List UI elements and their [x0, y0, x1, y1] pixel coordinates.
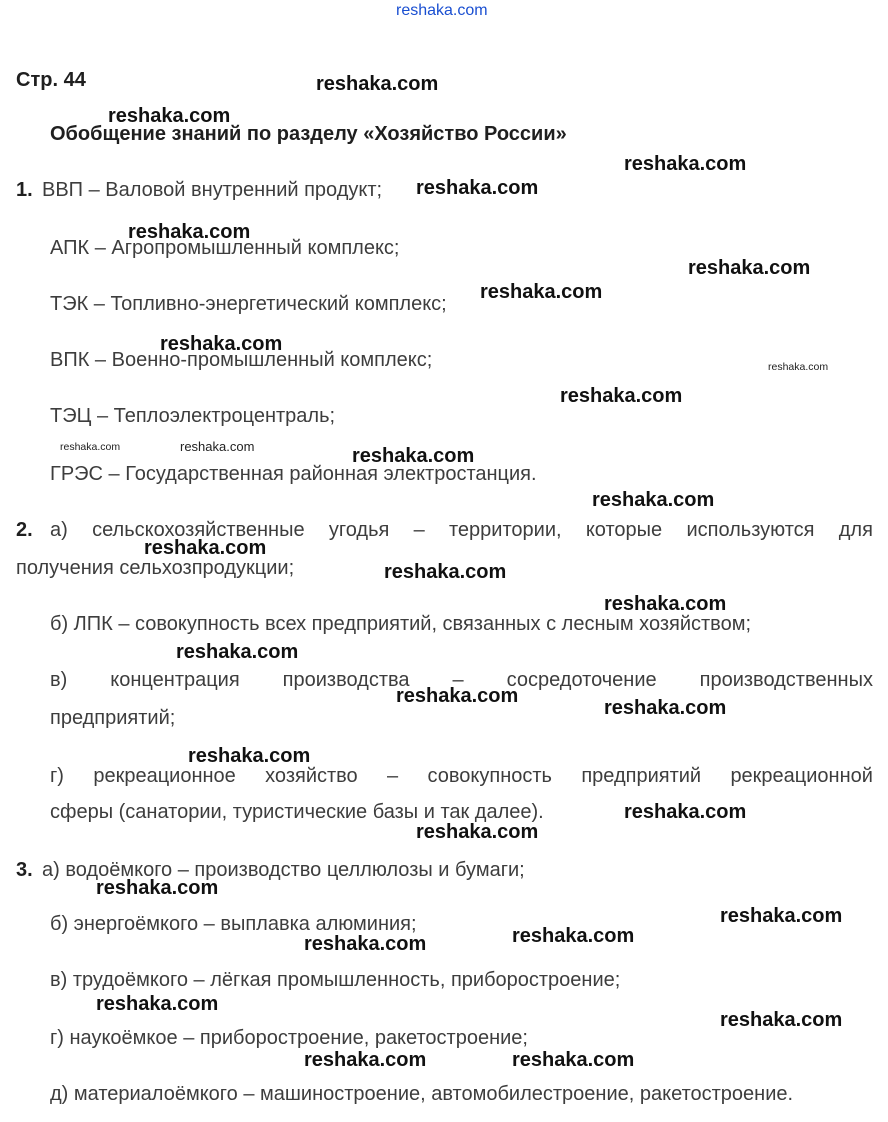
- watermark: reshaka.com: [768, 361, 829, 373]
- task-3-item: в) трудоёмкого – лёгкая промышленность, приборостроение;: [50, 969, 621, 991]
- watermark: reshaka.com: [512, 1049, 635, 1071]
- watermark: reshaka.com: [108, 105, 231, 127]
- watermark: reshaka.com: [416, 821, 539, 843]
- task-2-item-g-line2: сферы (санатории, туристические базы и так далее).: [50, 801, 544, 823]
- page-number: Стр. 44: [16, 69, 86, 91]
- watermark: reshaka.com: [560, 385, 683, 407]
- site-watermark-link[interactable]: reshaka.com: [396, 2, 488, 19]
- task-1-item: ВПК – Военно-промышленный комплекс;: [50, 349, 433, 371]
- task-1-number: 1.: [16, 179, 33, 201]
- word: производственных: [699, 669, 873, 691]
- word: –: [452, 669, 464, 691]
- word: г): [50, 765, 64, 787]
- watermark: reshaka.com: [624, 801, 747, 823]
- watermark: reshaka.com: [480, 281, 603, 303]
- watermark: reshaka.com: [592, 489, 715, 511]
- task-2-item-b: б) ЛПК – совокупность всех предприятий, связанных с лесным хозяйством;: [50, 613, 752, 635]
- word: хозяйство: [265, 765, 358, 787]
- task-2-number: 2.: [16, 519, 33, 541]
- word: территории,: [449, 519, 562, 541]
- task-1-item: ТЭЦ – Теплоэлектроцентраль;: [50, 405, 336, 427]
- watermark: reshaka.com: [304, 1049, 427, 1071]
- watermark: reshaka.com: [688, 257, 811, 279]
- watermark: reshaka.com: [188, 745, 311, 767]
- watermark: reshaka.com: [160, 333, 283, 355]
- watermark: reshaka.com: [304, 933, 427, 955]
- word: предприятий: [581, 765, 702, 787]
- word: рекреационной: [730, 765, 873, 787]
- word: угодья: [328, 519, 390, 541]
- word: –: [387, 765, 399, 787]
- word: совокупность: [427, 765, 552, 787]
- task-3-item: д) материалоёмкого – машиностроение, автомобилестроение, ракетостроение.: [50, 1083, 794, 1105]
- task-3-item: г) наукоёмкое – приборостроение, ракетостроение;: [50, 1027, 528, 1049]
- watermark: reshaka.com: [352, 445, 475, 467]
- task-2-item-a-line2: получения сельхозпродукции;: [16, 557, 295, 579]
- watermark: reshaka.com: [144, 537, 267, 559]
- task-3-number: 3.: [16, 859, 33, 881]
- watermark: reshaka.com: [720, 905, 843, 927]
- task-2-item-v-line2: предприятий;: [50, 707, 176, 729]
- word: производства: [282, 669, 410, 691]
- watermark: reshaka.com: [624, 153, 747, 175]
- word: сосредоточение: [506, 669, 657, 691]
- watermark: reshaka.com: [128, 221, 251, 243]
- word: рекреационное: [93, 765, 236, 787]
- watermark: reshaka.com: [96, 877, 219, 899]
- task-1-item: ВВП – Валовой внутренний продукт;: [42, 179, 383, 201]
- watermark: reshaka.com: [512, 925, 635, 947]
- word: концентрация: [110, 669, 240, 691]
- watermark: reshaka.com: [720, 1009, 843, 1031]
- task-2-item-g-line1: [50, 764, 873, 788]
- watermark: reshaka.com: [180, 439, 255, 454]
- word: –: [413, 519, 425, 541]
- word: для: [838, 519, 873, 541]
- word: а): [50, 519, 68, 541]
- word: в): [50, 669, 68, 691]
- watermark: reshaka.com: [316, 73, 439, 95]
- word: используются: [686, 519, 815, 541]
- section-title: Обобщение знаний по разделу «Хозяйство России»: [50, 123, 567, 145]
- watermark: reshaka.com: [384, 561, 507, 583]
- watermark: reshaka.com: [604, 697, 727, 719]
- watermark: reshaka.com: [96, 993, 219, 1015]
- task-3-item: б) энергоёмкого – выплавка алюминия;: [50, 913, 417, 935]
- task-1-item: ГРЭС – Государственная районная электростанция.: [50, 463, 537, 485]
- word: сельскохозяйственные: [92, 519, 305, 541]
- task-1-item: ТЭК – Топливно-энергетический комплекс;: [50, 293, 447, 315]
- task-3-item: а) водоёмкого – производство целлюлозы и бумаги;: [42, 859, 525, 881]
- word: которые: [585, 519, 663, 541]
- watermark: reshaka.com: [604, 593, 727, 615]
- watermark: reshaka.com: [396, 685, 519, 707]
- watermark: reshaka.com: [416, 177, 539, 199]
- task-1-item: АПК – Агропромышленный комплекс;: [50, 237, 400, 259]
- watermark: reshaka.com: [60, 441, 121, 453]
- watermark: reshaka.com: [176, 641, 299, 663]
